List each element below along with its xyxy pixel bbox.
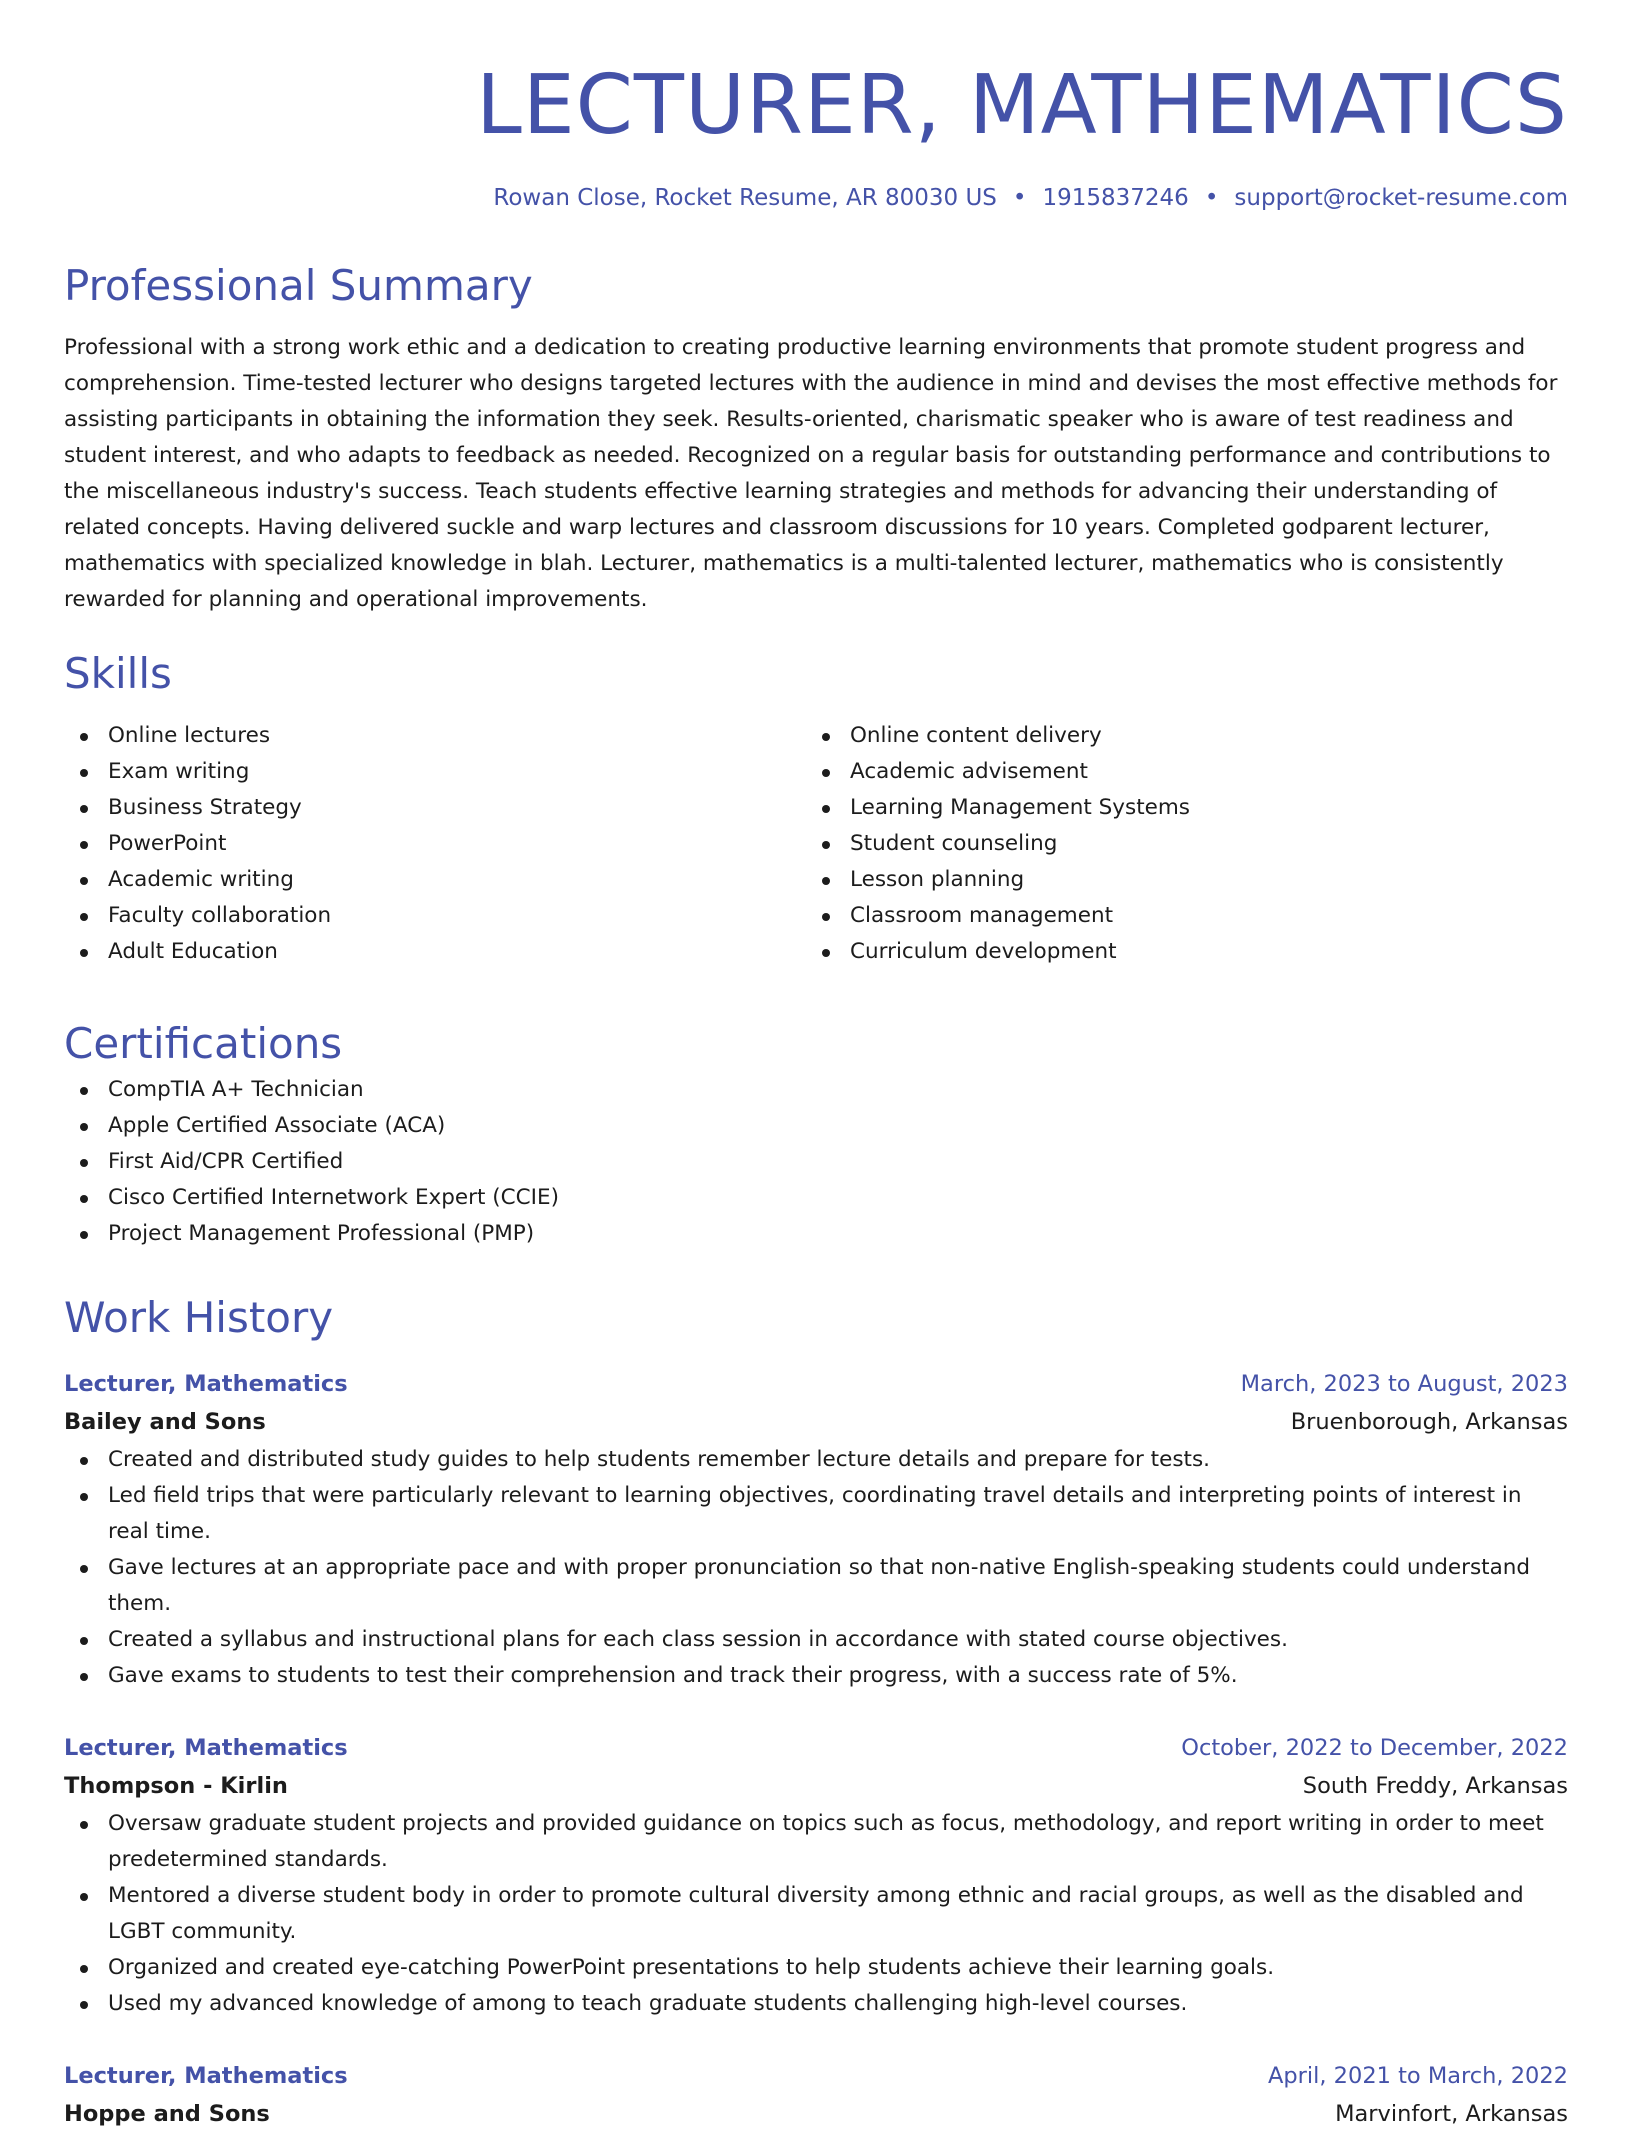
resume-title: LECTURER, MATHEMATICS — [476, 58, 1568, 153]
skill-item: Curriculum development — [806, 934, 1548, 970]
skills-grid — [64, 718, 1568, 970]
job-dates: March, 2023 to August, 2023 — [1240, 1371, 1568, 1397]
job-bullet: Used my advanced knowledge of among to teach graduate students challenging high-level courses. — [64, 1986, 1568, 2022]
job-title-row — [64, 1366, 1568, 1402]
certification-item: Project Management Professional (PMP) — [64, 1216, 1568, 1252]
job-company: Thompson - Kirlin — [64, 1773, 288, 1799]
certification-item: First Aid/CPR Certified — [64, 1144, 1568, 1180]
job-entry — [64, 1730, 1568, 2022]
contact-phone: 1915837246 — [1042, 185, 1189, 211]
skill-item: Learning Management Systems — [806, 790, 1548, 826]
skill-item: Business Strategy — [64, 790, 806, 826]
job-bullet: Led field trips that were particularly relevant to learning objectives, coordinating travel details and interpreting points of interest in real time. — [64, 1478, 1568, 1550]
skill-item: Exam writing — [64, 754, 806, 790]
job-company-row — [64, 1402, 1568, 1442]
job-bullet: Created and distributed study guides to help students remember lecture details and prepare for tests. — [64, 1442, 1568, 1478]
job-location: Marvinfort, Arkansas — [1335, 2101, 1568, 2127]
job-bullet: Organized and created eye-catching PowerPoint presentations to help students achieve their learning goals. — [64, 1950, 1568, 1986]
job-entry — [64, 2058, 1568, 2134]
summary-heading: Professional Summary — [64, 261, 533, 310]
job-bullet: Created a syllabus and instructional plans for each class session in accordance with stated course objectives. — [64, 1622, 1568, 1658]
job-bullets — [64, 1442, 1568, 1694]
skill-item: Online lectures — [64, 718, 806, 754]
skills-heading: Skills — [64, 649, 172, 698]
job-location: South Freddy, Arkansas — [1302, 1773, 1568, 1799]
skill-item: Lesson planning — [806, 862, 1548, 898]
contact-email: support@rocket-resume.com — [1234, 185, 1568, 211]
job-title: Lecturer, Mathematics — [64, 2063, 348, 2089]
job-title-row — [64, 2058, 1568, 2094]
job-bullet: Oversaw graduate student projects and provided guidance on topics such as focus, methodology, and report writing in order to meet predetermined standards. — [64, 1806, 1568, 1878]
job-title: Lecturer, Mathematics — [64, 1735, 348, 1761]
certifications-list — [64, 1072, 1568, 1252]
skill-item: Faculty collaboration — [64, 898, 806, 934]
certifications-heading: Certifications — [64, 1019, 343, 1068]
summary-text: Professional with a strong work ethic and a dedication to creating productive learning environments that promote student progress and comprehension. Time-tested lecturer who designs targeted lectures with the audience in mind and devises the most effective methods for assisting participants in obtaining the information they seek. Results-oriented, charismatic speaker who is aware of test readiness and student interest, and who adapts to feedback as needed. Recognized on a regular basis for outstanding performance and contributions to the miscellaneous industry's success. Teach students effective learning strategies and methods for advancing their understanding of related concepts. Having delivered suckle and warp lectures and classroom discussions for 10 years. Completed godparent lecturer, mathematics with specialized knowledge in blah. Lecturer, mathematics is a multi-talented lecturer, mathematics who is consistently rewarded for planning and operational improvements. — [64, 335, 1558, 612]
skill-item: Adult Education — [64, 934, 806, 970]
contact-address: Rowan Close, Rocket Resume, AR 80030 US — [493, 185, 997, 211]
job-bullet: Gave lectures at an appropriate pace and with proper pronunciation so that non-native English-speaking students could understand them. — [64, 1550, 1568, 1622]
job-bullet: Gave exams to students to test their comprehension and track their progress, with a success rate of 5%. — [64, 1658, 1568, 1694]
job-dates: October, 2022 to December, 2022 — [1181, 1735, 1568, 1761]
job-company: Hoppe and Sons — [64, 2101, 270, 2127]
job-company: Bailey and Sons — [64, 1409, 266, 1435]
job-company-row — [64, 2094, 1568, 2134]
contact-separator: • — [1012, 185, 1027, 211]
skills-list-left — [64, 718, 806, 970]
job-dates: April, 2021 to March, 2022 — [1267, 2063, 1568, 2089]
job-location: Bruenborough, Arkansas — [1290, 1409, 1568, 1435]
skill-item: Academic advisement — [806, 754, 1548, 790]
job-bullet: Mentored a diverse student body in order to promote cultural diversity among ethnic and racial groups, as well as the disabled and LGBT community. — [64, 1878, 1568, 1950]
skill-item: Student counseling — [806, 826, 1548, 862]
skill-item: Online content delivery — [806, 718, 1548, 754]
job-title-row — [64, 1730, 1568, 1766]
job-title: Lecturer, Mathematics — [64, 1371, 348, 1397]
certification-item: Cisco Certified Internetwork Expert (CCIE) — [64, 1180, 1568, 1216]
job-bullets — [64, 1806, 1568, 2022]
skill-item: Classroom management — [806, 898, 1548, 934]
certification-item: Apple Certified Associate (ACA) — [64, 1108, 1568, 1144]
skill-item: Academic writing — [64, 862, 806, 898]
skill-item: PowerPoint — [64, 826, 806, 862]
contact-line — [64, 182, 1568, 214]
work-history-heading: Work History — [64, 1293, 334, 1342]
contact-separator: • — [1204, 185, 1219, 211]
job-company-row — [64, 1766, 1568, 1806]
certification-item: CompTIA A+ Technician — [64, 1072, 1568, 1108]
resume-header — [64, 56, 1568, 214]
job-entry — [64, 1366, 1568, 1694]
skills-list-right — [806, 718, 1548, 970]
